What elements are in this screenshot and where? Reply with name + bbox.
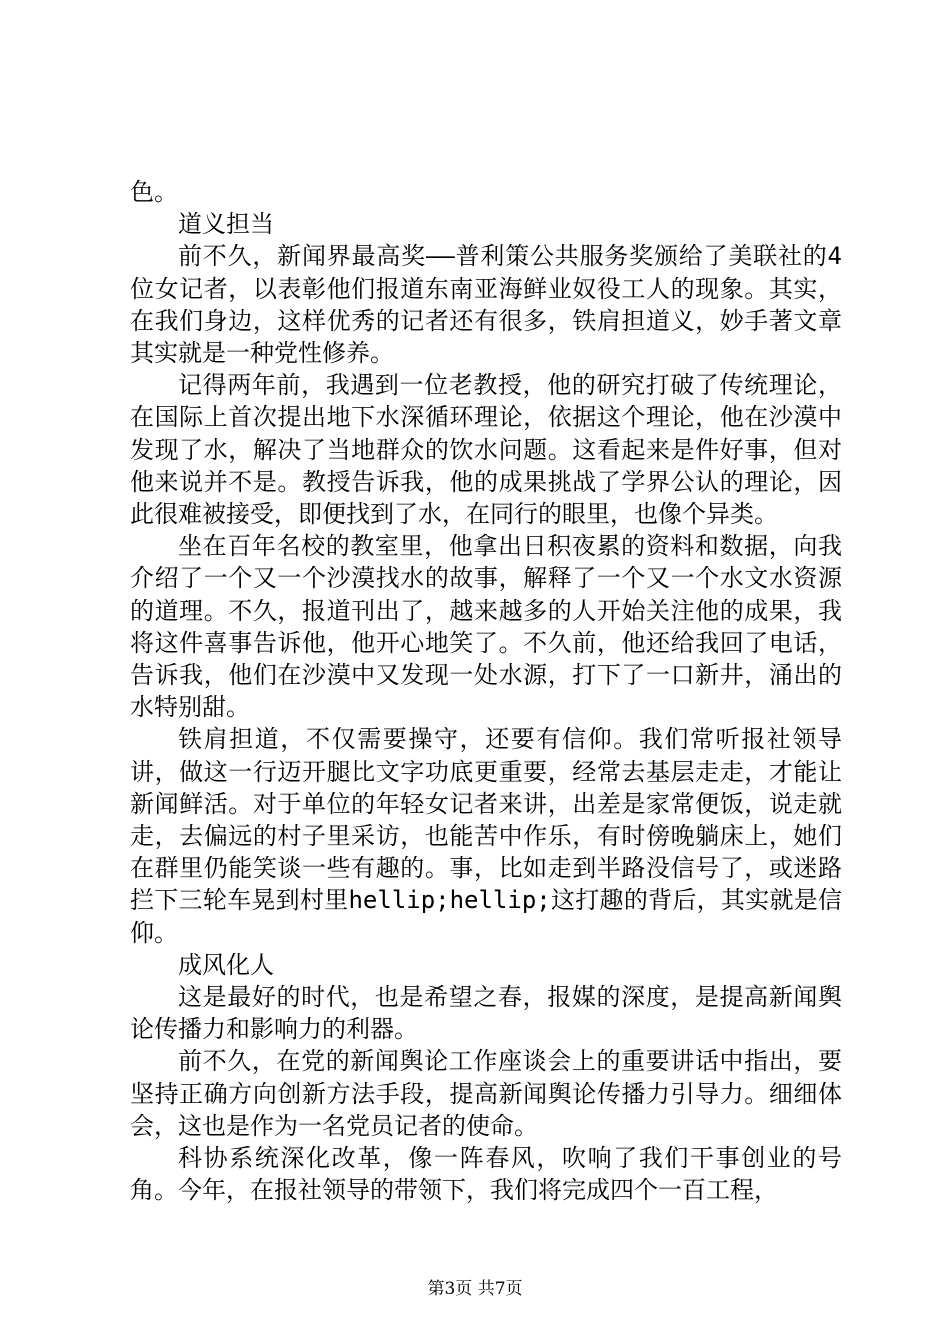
- paragraph: 科协系统深化改革，像一阵春风，吹响了我们干事创业的号角。今年，在报社领导的带领下，我们将完成四个一百工程，: [130, 1144, 842, 1205]
- section-heading-daoyi: 道义担当: [178, 210, 274, 239]
- paragraph-continuation: 色。: [130, 178, 178, 206]
- paragraph: 记得两年前，我遇到一位老教授，他的研究打破了传统理论，在国际上首次提出地下水深循环理论，依据这个理论，他在沙漠中发现了水，解决了当地群众的饮水问题。这看起来是件好事，但对他来说并不是。教授告诉我，他的成果挑战了学界公认的理论，因此很难被接受，即便找到了水，在同行的眼里，也像个异类。: [130, 371, 842, 529]
- document-body: [130, 176, 842, 1207]
- paragraph: 铁肩担道，不仅需要操守，还要有信仰。我们常听报社领导讲，做这一行迈开腿比文字功底更重要，经常去基层走走，才能让新闻鲜活。对于单位的年轻女记者来讲，出差是家常便饭，说走就走，去偏远的村子里采访，也能苦中作乐，有时傍晚躺床上，她们在群里仍能笑谈一些有趣的。事，比如走到半路没信号了，或迷路拦下三轮车晃到村里hellip;hellip;这打趣的背后，其实就是信仰。: [130, 725, 842, 947]
- paragraph: 坐在百年名校的教室里，他拿出日积夜累的资料和数据，向我介绍了一个又一个沙漠找水的故事，解释了一个又一个水文水资源的道理。不久，报道刊出了，越来越多的人开始关注他的成果，我将这件喜事告诉他，他开心地笑了。不久前，他还给我回了电话，告诉我，他们在沙漠中又发现一处水源，打下了一口新井，涌出的水特别甜。: [130, 532, 842, 722]
- paragraph: 前不久，新闻界最高奖——普利策公共服务奖颁给了美联社的4位女记者，以表彰他们报道东南亚海鲜业奴役工人的现象。其实，在我们身边，这样优秀的记者还有很多，铁肩担道义，妙手著文章其实就是一种党性修养。: [130, 242, 842, 368]
- paragraph: 前不久，在党的新闻舆论工作座谈会上的重要讲话中指出，要坚持正确方向创新方法手段，提高新闻舆论传播力引导力。细细体会，这也是作为一名党员记者的使命。: [130, 1047, 842, 1140]
- paragraph: 这是最好的时代，也是希望之春，报媒的深度，是提高新闻舆论传播力和影响力的利器。: [130, 983, 842, 1044]
- section-heading-chengfeng: 成风化人: [178, 950, 274, 979]
- page-footer: 第3页 共7页: [427, 1279, 523, 1299]
